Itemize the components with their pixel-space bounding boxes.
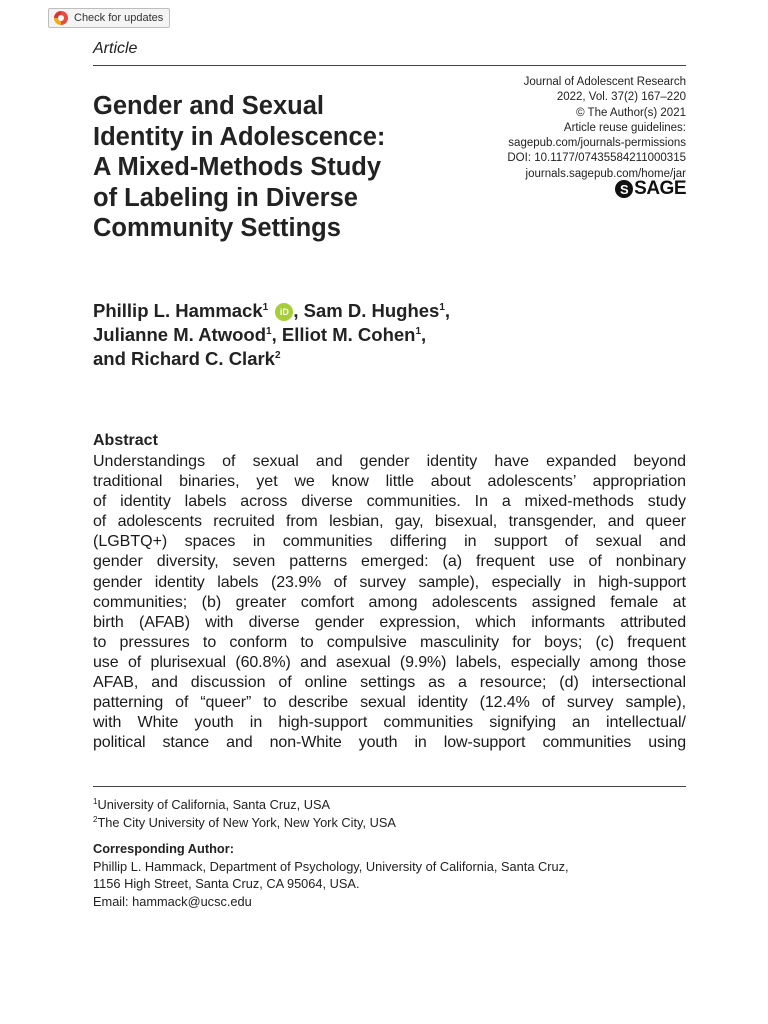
corresponding-author-heading: Corresponding Author: [93, 841, 234, 856]
check-for-updates-label: Check for updates [74, 12, 164, 24]
sage-wordmark: SAGE [634, 178, 686, 199]
author-name: , Elliot M. Cohen [271, 324, 416, 345]
affiliation-marker: 1 [93, 797, 98, 806]
abstract-line: gender identity labels (23.9% of survey sample), especially in high-support [93, 573, 686, 591]
sage-logo [615, 178, 686, 200]
abstract-line: patterning of “queer” to describe sexual identity (12.4% of survey sample), [93, 694, 686, 712]
abstract-line: Understandings of sexual and gender identity have expanded beyond [93, 453, 686, 470]
affiliation-text: The City University of New York, New York City, USA [97, 814, 396, 830]
affiliation-marker: 1 [415, 326, 422, 337]
author-name: and Richard C. Clark [93, 348, 275, 369]
title-line: Gender and Sexual [93, 92, 324, 120]
header-divider [93, 65, 686, 66]
journal-name: Journal of Adolescent Research [523, 76, 686, 88]
abstract-line: AFAB, and discussion of online settings as a resource; (d) intersectional [93, 674, 686, 692]
sage-s-icon: S [615, 180, 633, 198]
journal-reuse-label: Article reuse guidelines: [563, 121, 686, 134]
abstract-line: traditional binaries, yet we know little about adolescents’ appropriation [93, 473, 686, 491]
journal-permissions-link[interactable]: sagepub.com/journals-permissions [508, 137, 686, 150]
journal-doi[interactable]: DOI: 10.1177/07435584211000315 [507, 152, 686, 165]
affiliation-list [93, 796, 396, 831]
title-line: of Labeling in Diverse [93, 183, 358, 212]
affiliation-marker: 1 [439, 302, 445, 313]
author-line [93, 299, 450, 323]
journal-home-link[interactable]: journals.sagepub.com/home/jar [525, 167, 686, 180]
abstract-line: use of plurisexual (60.8%) and asexual (9.9%) labels, especially among those [93, 653, 686, 671]
corresponding-author-email[interactable]: Email: hammack@ucsc.edu [93, 893, 252, 909]
corresponding-author-line: 1156 High Street, Santa Cruz, CA 95064, USA. [93, 876, 360, 891]
abstract-line: communities; (b) greater comfort among adolescents assigned female at [93, 593, 686, 611]
affiliation-marker: 1 [262, 302, 269, 313]
author-separator: , [421, 324, 427, 345]
affiliation-text: University of California, Santa Cruz, USA [97, 797, 331, 812]
affiliation-marker: 1 [266, 326, 272, 337]
title-line: Identity in Adolescence: [93, 122, 386, 151]
author-line [93, 323, 450, 347]
title-line: A Mixed-Methods Study [93, 153, 382, 181]
abstract-line: of identity labels across diverse communities. In a mixed-methods study [93, 493, 686, 511]
check-for-updates-button[interactable] [48, 8, 170, 28]
author-name: Julianne M. Atwood [93, 324, 267, 345]
orcid-icon[interactable]: iD [275, 303, 293, 321]
affiliation-marker: 2 [93, 814, 98, 824]
abstract-line: birth (AFAB) with diverse gender expression, which informants attributed [93, 613, 686, 631]
affiliation-marker: 2 [274, 350, 281, 361]
corresponding-author [93, 840, 569, 910]
crossmark-icon [54, 11, 68, 25]
journal-volume: 2022, Vol. 37(2) 167–220 [556, 91, 686, 104]
abstract-line: gender diversity, seven patterns emerged: (a) frequent use of nonbinary [93, 553, 686, 571]
abstract-line: (LGBTQ+) spaces in communities differing in support of sexual and [93, 533, 686, 551]
author-line [93, 347, 450, 371]
article-type-label: Article [93, 40, 138, 57]
abstract-line: of adolescents recruited from lesbian, gay, bisexual, transgender, and queer [93, 513, 686, 531]
abstract-text [93, 452, 686, 753]
journal-info [507, 75, 686, 182]
abstract-line: to pressures to conform to compulsive masculinity for boys; (c) frequent [93, 633, 686, 651]
affiliation-item [93, 796, 396, 814]
journal-copyright: © The Author(s) 2021 [576, 106, 686, 119]
author-name: Phillip L. Hammack [93, 300, 263, 321]
author-list [93, 299, 450, 371]
abstract-line: with White youth in high-support communities signifying an intellectual/ [93, 714, 686, 732]
abstract-heading: Abstract [93, 432, 158, 449]
footnote-divider [93, 786, 686, 787]
author-name: , Sam D. Hughes [293, 300, 440, 321]
author-separator: , [444, 300, 451, 321]
title-line: Community Settings [93, 214, 341, 242]
corresponding-author-line: Phillip L. Hammack, Department of Psychology, University of California, Santa Cruz, [93, 858, 569, 874]
article-title [93, 91, 463, 244]
abstract-line: political stance and non-White youth in low-support communities using [93, 734, 686, 752]
affiliation-item [93, 814, 396, 832]
